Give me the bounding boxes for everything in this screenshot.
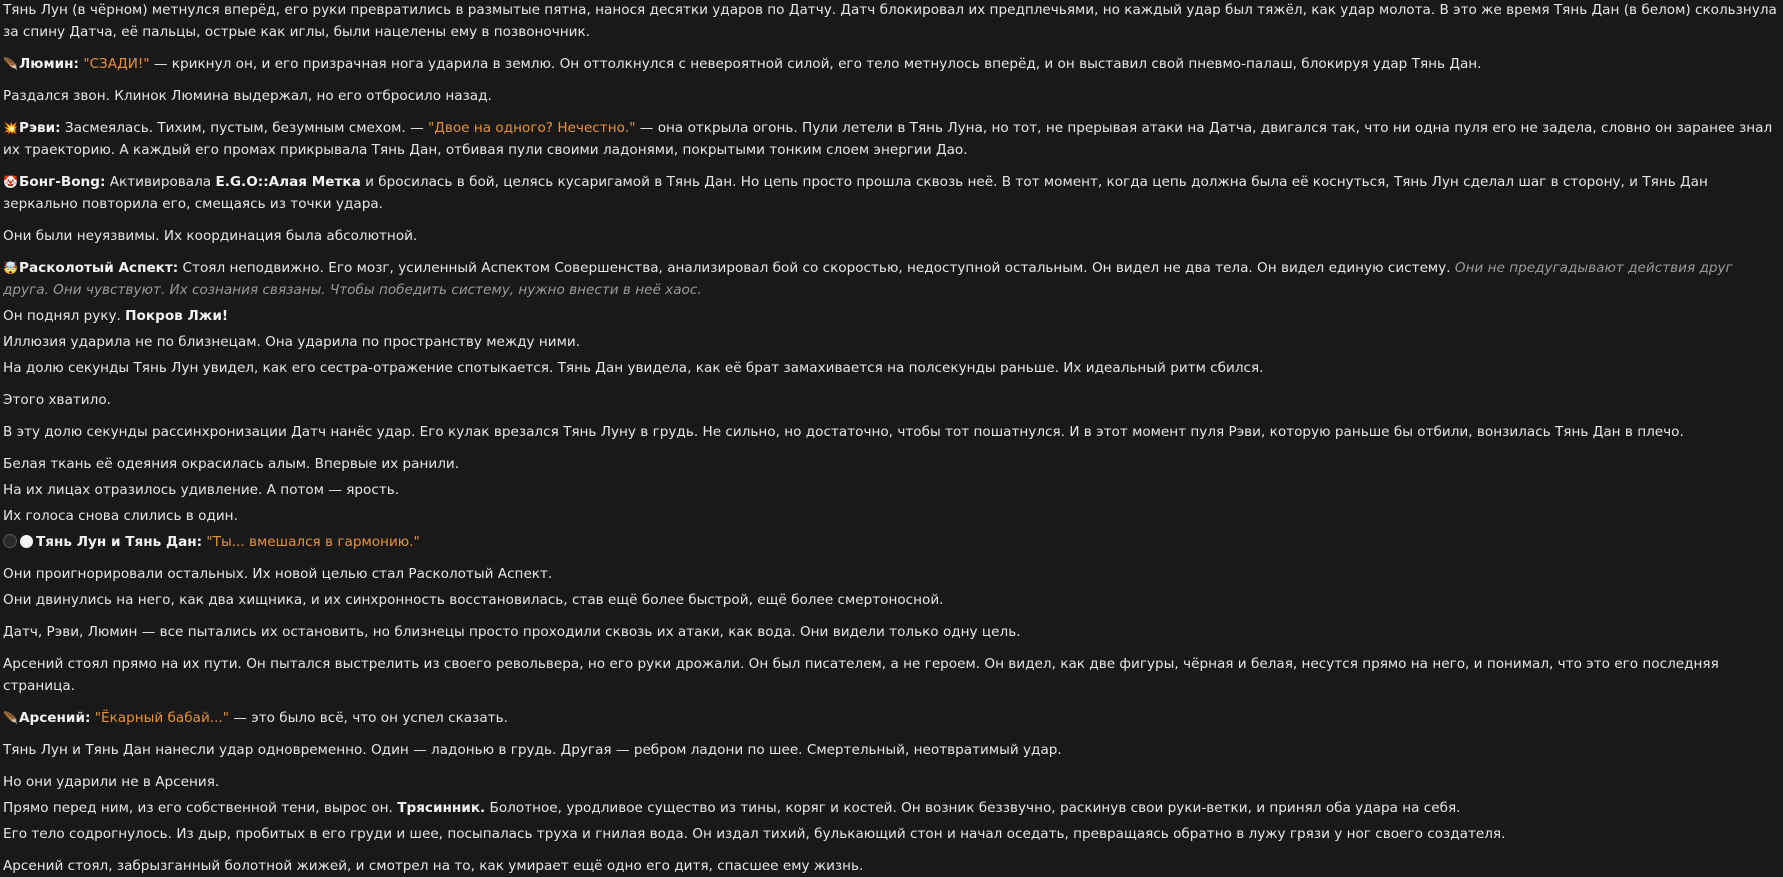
paragraph-text: На долю секунды Тянь Лун увидел, как его сестра-отражение спотыкается. Тянь Дан увидела, как её брат замахивается на полсекунды раньше. Их идеальный ритм сбился.	[3, 360, 1264, 376]
paragraph	[3, 707, 1779, 729]
feather-icon: 🪶	[3, 57, 18, 71]
paragraph	[3, 531, 1779, 553]
paragraph-text: Его тело содрогнулось. Из дыр, пробитых в его груди и шее, посыпалась труха и гнилая вода. Он издал тихий, булькающий стон и начал оседать, превращаясь обратно в лужу грязи у ног своего создателя.	[3, 826, 1506, 842]
paragraph-text: Активировала	[105, 174, 216, 190]
paragraph	[3, 453, 1779, 475]
paragraph-text: — крикнул он, и его призрачная нога ударила в землю. Он оттолкнулся с невероятной силой, его тело метнулось вперёд, и он выставил свой пневмо-палаш, блокируя удар Тянь Дан.	[149, 56, 1482, 72]
paragraph	[3, 823, 1779, 845]
clown-face-icon: 🤡	[3, 175, 18, 189]
paragraph	[3, 653, 1779, 697]
paragraph-text: Арсений стоял, забрызганный болотной жижей, и смотрел на то, как умирает ещё одно его дитя, спасшее ему жизнь.	[3, 858, 864, 874]
paragraph-text: Тянь Лун (в чёрном) метнулся вперёд, его руки превратились в размытые пятна, нанося десятки ударов по Датчу. Датч блокировал их предплечьями, но каждый удар был тяжёл, как удар молота. В это же время Тянь Дан (в белом) скользнула за спину Датча, её пальцы, острые как иглы, были нацелены ему в позвоночник.	[3, 2, 1777, 40]
speaker-name: Рэви:	[19, 120, 61, 136]
paragraph-text: Белая ткань её одеяния окрасилась алым. Впервые их ранили.	[3, 456, 460, 472]
paragraph	[3, 331, 1779, 353]
speaker-name: Люмин:	[19, 56, 79, 72]
quill-icon: 🪶	[3, 711, 18, 725]
emphasis-text: E.G.O::Алая Метка	[215, 174, 361, 190]
paragraph-text: На их лицах отразилось удивление. А потом — ярость.	[3, 482, 400, 498]
paragraph	[3, 563, 1779, 585]
paragraph-text: — она открыла огонь. Пули летели в Тянь Луна, но тот, не прерывая атаки на Датча, двигался так, что ни одна пуля его не задела, словно он заранее знал их траекторию. А каждый его промах прикрывала Тянь Дан, отбивая пули своими ладонями, покрытыми тонким слоем энергии Дао.	[3, 120, 1773, 158]
paragraph-text: Засмеялась. Тихим, пустым, безумным смехом. —	[60, 120, 428, 136]
paragraph-text: В эту долю секунды рассинхронизации Датч нанёс удар. Его кулак врезался Тянь Луну в грудь. Не сильно, но достаточно, чтобы тот пошатнулся. И в этот момент пуля Рэви, которую раньше бы отбили, вонзилась Тянь Дан в плечо.	[3, 424, 1684, 440]
paragraph	[3, 479, 1779, 501]
speaker-name: Расколотый Аспект:	[19, 260, 179, 276]
paragraph	[3, 389, 1779, 411]
paragraph	[3, 357, 1779, 379]
dialogue-quote: "СЗАДИ!"	[83, 56, 150, 72]
dialogue-quote: "Двое на одного? Нечестно."	[427, 120, 636, 136]
paragraph-text: Стоял неподвижно. Его мозг, усиленный Аспектом Совершенства, анализировал бой со скоростью, недоступной остальным. Он видел не два тела. Он видел единую систему.	[178, 260, 1455, 276]
chat-log	[3, 0, 1779, 877]
paragraph	[3, 797, 1779, 819]
dialogue-quote: "Ты... вмешался в гармонию."	[206, 534, 420, 550]
paragraph	[3, 117, 1779, 161]
paragraph-text: Раздался звон. Клинок Люмина выдержал, но его отбросило назад.	[3, 88, 492, 104]
paragraph-text: и бросилась в бой, целясь кусаригамой в Тянь Дан. Но цепь просто прошла сквозь неё. В тот момент, когда цепь должна была её коснуться, Тянь Лун сделал шаг в сторону, и Тянь Дан зеркально повторила его, смещаясь из точки удара.	[3, 174, 1708, 212]
paragraph-text: Датч, Рэви, Люмин — все пытались их остановить, но близнецы просто проходили сквозь их атаки, как вода. Они видели только одну цель.	[3, 624, 1021, 640]
paragraph-text: Арсений стоял прямо на их пути. Он пытался выстрелить из своего револьвера, но его руки дрожали. Он был писателем, а не героем. Он видел, как две фигуры, чёрная и белая, несутся прямо на него, и понимал, что это его последняя страница.	[3, 656, 1719, 694]
paragraph-text: Но они ударили не в Арсения.	[3, 774, 220, 790]
white-circle-icon	[20, 535, 33, 548]
paragraph	[3, 0, 1779, 43]
paragraph-text: Он поднял руку.	[3, 308, 126, 324]
paragraph-text: Иллюзия ударила не по близнецам. Она ударила по пространству между ними.	[3, 334, 581, 350]
paragraph	[3, 85, 1779, 107]
paragraph-text: Они проигнорировали остальных. Их новой целью стал Расколотый Аспект.	[3, 566, 553, 582]
paragraph-text: Тянь Лун и Тянь Дан нанесли удар одновременно. Один — ладонью в грудь. Другая — ребром ладони по шее. Смертельный, неотвратимый удар.	[3, 742, 1062, 758]
paragraph	[3, 53, 1779, 75]
paragraph-text: Этого хватило.	[3, 392, 111, 408]
speaker-name: Бонг-Bong:	[19, 174, 106, 190]
paragraph	[3, 421, 1779, 443]
emphasis-text: Трясинник.	[397, 800, 486, 816]
paragraph	[3, 739, 1779, 761]
speaker-name: Арсений:	[19, 710, 91, 726]
paragraph-text: Их голоса снова слились в один.	[3, 508, 238, 524]
paragraph	[3, 589, 1779, 611]
dialogue-quote: "Ёкарный бабай..."	[94, 710, 230, 726]
speaker-name: Тянь Лун и Тянь Дан:	[36, 534, 203, 550]
paragraph	[3, 771, 1779, 793]
paragraph-text: Болотное, уродливое существо из тины, коряг и костей. Он возник беззвучно, раскинув свои руки-ветки, и принял оба удара на себя.	[485, 800, 1461, 816]
paragraph-text: Прямо перед ним, из его собственной тени, вырос он.	[3, 800, 398, 816]
paragraph	[3, 171, 1779, 215]
emphasis-text: Покров Лжи!	[125, 308, 229, 324]
paragraph-text: Они двинулись на него, как два хищника, и их синхронность восстановилась, став ещё более быстрой, ещё более смертоносной.	[3, 592, 944, 608]
paragraph	[3, 855, 1779, 877]
exploding-head-icon: 🤯	[3, 261, 18, 275]
paragraph-text: — это было всё, что он успел сказать.	[229, 710, 508, 726]
paragraph	[3, 621, 1779, 643]
collision-icon: 💥	[3, 121, 18, 135]
paragraph-text: Они были неуязвимы. Их координация была абсолютной.	[3, 228, 418, 244]
inner-thought: Они не предугадывают действия друг друга. Они чувствуют. Их сознания связаны. Чтобы победить систему, нужно внести в неё хаос.	[3, 260, 1733, 298]
paragraph	[3, 305, 1779, 327]
paragraph	[3, 505, 1779, 527]
paragraph	[3, 225, 1779, 247]
paragraph	[3, 257, 1779, 301]
black-circle-icon	[3, 534, 17, 548]
